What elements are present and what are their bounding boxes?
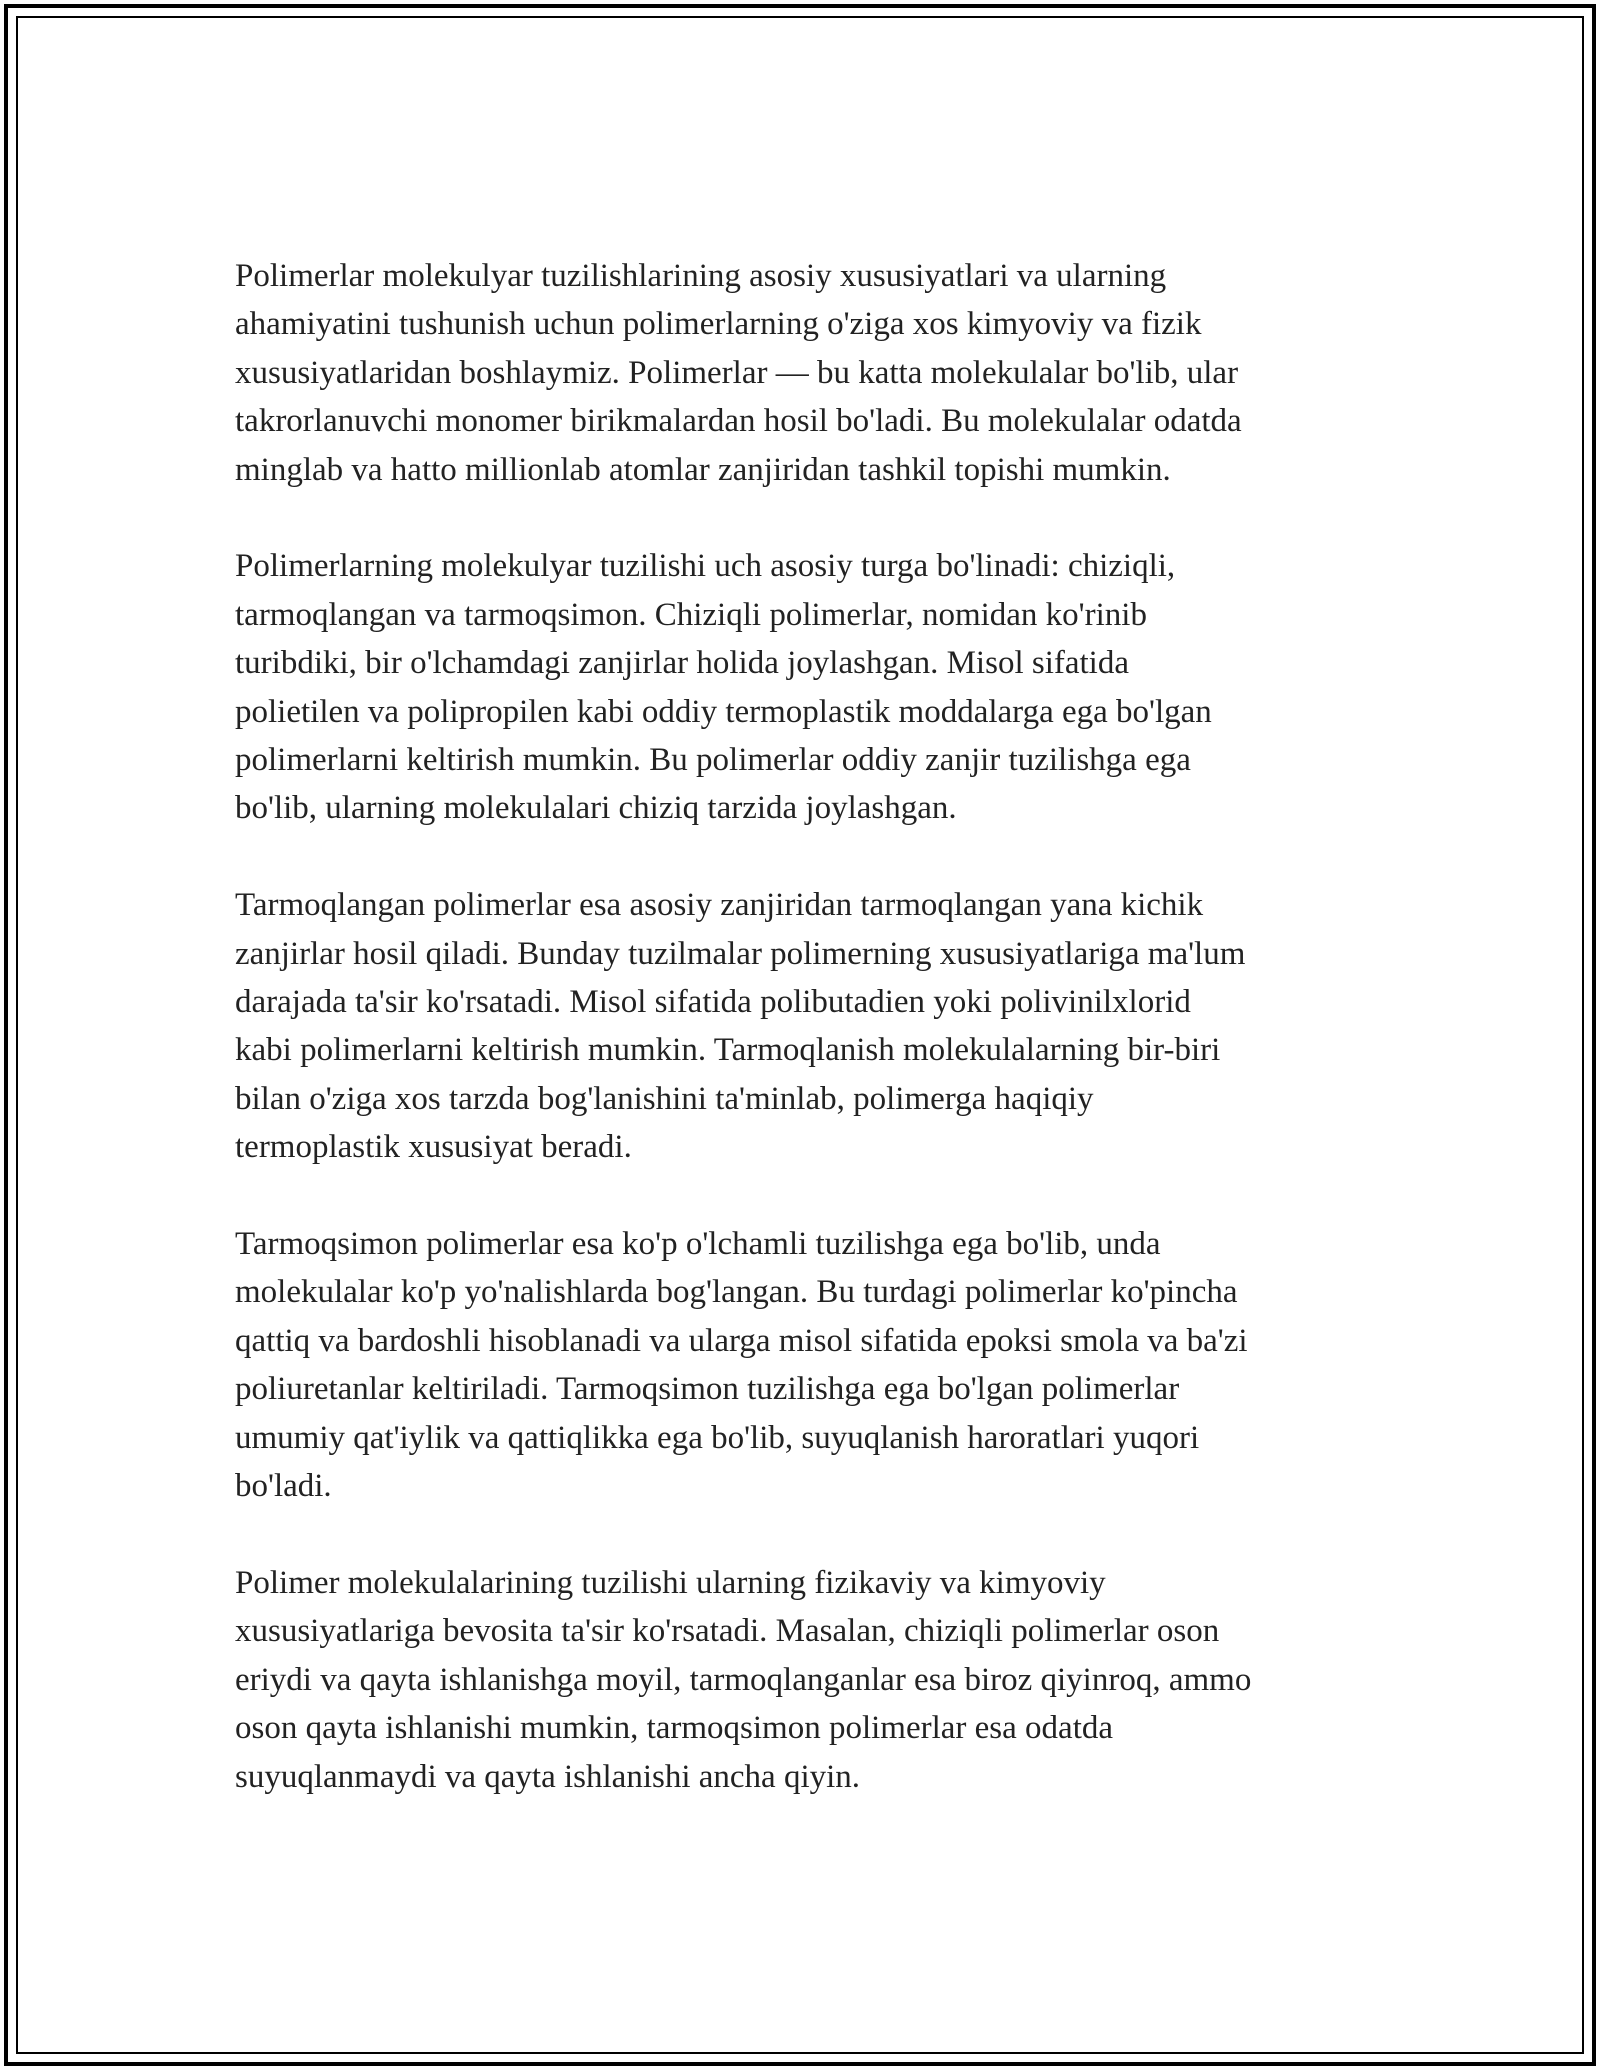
- paragraph-2: [235, 542, 1373, 832]
- text-line: Tarmoqlangan polimerlar esa asosiy zanjiridan tarmoqlangan yana kichik: [235, 887, 1204, 924]
- text-line: minglab va hatto millionlab atomlar zanjiridan tashkil topishi mumkin.: [235, 451, 1171, 488]
- text-line: bilan o'ziga xos tarzda bog'lanishini ta'minlab, polimerga haqiqiy: [235, 1080, 1094, 1117]
- text-line: Polimerlarning molekulyar tuzilishi uch asosiy turga bo'linadi: chiziqli,: [235, 548, 1176, 585]
- text-line: polietilen va polipropilen kabi oddiy termoplastik moddalarga ega bo'lgan: [235, 693, 1212, 730]
- text-line: poliuretanlar keltiriladi. Tarmoqsimon tuzilishga ega bo'lgan polimerlar: [235, 1371, 1180, 1408]
- paragraph-3: [235, 881, 1373, 1171]
- text-line: kabi polimerlarni keltirish mumkin. Tarmoqlanish molekulalarning bir-biri: [235, 1032, 1221, 1069]
- text-line: molekulalar ko'p yo'nalishlarda bog'langan. Bu turdagi polimerlar ko'pincha: [235, 1274, 1238, 1311]
- text-line: xususiyatlaridan boshlaymiz. Polimerlar — bu katta molekulalar bo'lib, ular: [235, 354, 1239, 391]
- text-line: eriydi va qayta ishlanishga moyil, tarmoqlanganlar esa biroz qiyinroq, ammo: [235, 1661, 1252, 1698]
- text-line: Tarmoqsimon polimerlar esa ko'p o'lchamli tuzilishga ega bo'lib, unda: [235, 1226, 1161, 1263]
- text-line: polimerlarni keltirish mumkin. Bu polimerlar oddiy zanjir tuzilishga ega: [235, 742, 1191, 779]
- document-body: [235, 252, 1373, 1801]
- paragraph-4: [235, 1220, 1373, 1510]
- text-line: zanjirlar hosil qiladi. Bunday tuzilmalar polimerning xususiyatlariga ma'lum: [235, 935, 1246, 972]
- text-line: bo'ladi.: [235, 1468, 332, 1505]
- text-line: umumiy qat'iylik va qattiqlikka ega bo'lib, suyuqlanish haroratlari yuqori: [235, 1419, 1200, 1456]
- text-line: takrorlanuvchi monomer birikmalardan hosil bo'ladi. Bu molekulalar odatda: [235, 403, 1242, 440]
- text-line: oson qayta ishlanishi mumkin, tarmoqsimon polimerlar esa odatda: [235, 1710, 1114, 1747]
- text-line: bo'lib, ularning molekulalari chiziq tarzida joylashgan.: [235, 790, 957, 827]
- text-line: xususiyatlariga bevosita ta'sir ko'rsatadi. Masalan, chiziqli polimerlar oson: [235, 1613, 1220, 1650]
- text-line: ahamiyatini tushunish uchun polimerlarning o'ziga xos kimyoviy va fizik: [235, 306, 1202, 343]
- text-line: darajada ta'sir ko'rsatadi. Misol sifatida polibutadien yoki polivinilxlorid: [235, 984, 1191, 1021]
- paragraph-1: [235, 252, 1373, 494]
- text-line: tarmoqlangan va tarmoqsimon. Chiziqli polimerlar, nomidan ko'rinib: [235, 596, 1147, 633]
- text-line: suyuqlanmaydi va qayta ishlanishi ancha qiyin.: [235, 1758, 861, 1795]
- paragraph-5: [235, 1559, 1373, 1801]
- text-line: Polimer molekulalarining tuzilishi ularning fizikaviy va kimyoviy: [235, 1564, 1106, 1601]
- text-line: qattiq va bardoshli hisoblanadi va ularga misol sifatida epoksi smola va ba'zi: [235, 1322, 1248, 1359]
- text-line: turibdiki, bir o'lchamdagi zanjirlar holida joylashgan. Misol sifatida: [235, 645, 1129, 682]
- text-line: termoplastik xususiyat beradi.: [235, 1129, 632, 1166]
- text-line: Polimerlar molekulyar tuzilishlarining asosiy xususiyatlari va ularning: [235, 258, 1167, 294]
